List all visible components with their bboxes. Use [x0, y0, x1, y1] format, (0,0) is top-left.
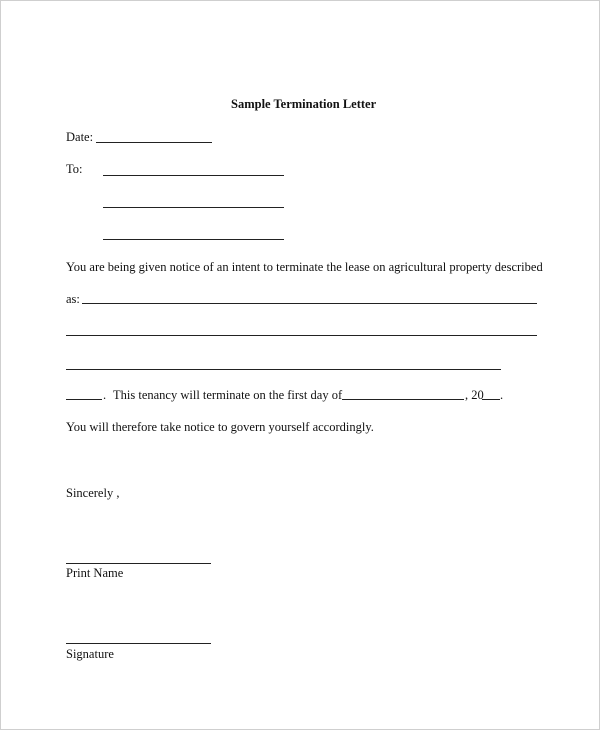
- tenancy-period: .: [103, 388, 107, 402]
- tenancy-blank-short[interactable]: [66, 399, 102, 400]
- year-prefix: , 20: [465, 388, 484, 402]
- property-description-line-3[interactable]: [66, 369, 501, 370]
- recipient-line-3[interactable]: [103, 239, 284, 240]
- closing-salutation: Sincerely ,: [66, 486, 120, 500]
- signature-label: Signature: [66, 647, 114, 661]
- recipient-line-2[interactable]: [103, 207, 284, 208]
- notice-paragraph: You are being given notice of an intent to terminate the lease on agricultural property described: [66, 260, 543, 274]
- print-name-line[interactable]: [66, 563, 211, 564]
- as-label: as:: [66, 292, 80, 306]
- govern-paragraph: You will therefore take notice to govern yourself accordingly.: [66, 420, 374, 434]
- termination-year-line[interactable]: [482, 399, 500, 400]
- termination-month-line[interactable]: [342, 399, 464, 400]
- date-label: Date:: [66, 130, 94, 144]
- print-name-label: Print Name: [66, 566, 124, 580]
- property-description-line-2[interactable]: [66, 335, 537, 336]
- date-blank-line[interactable]: [96, 142, 212, 143]
- tenancy-text: This tenancy will terminate on the first day of: [113, 388, 343, 402]
- property-description-line-1[interactable]: [82, 303, 537, 304]
- year-suffix: .: [500, 388, 504, 402]
- signature-line[interactable]: [66, 643, 211, 644]
- letter-title: Sample Termination Letter: [231, 97, 377, 111]
- to-label: To:: [66, 162, 83, 176]
- recipient-line-1[interactable]: [103, 175, 284, 176]
